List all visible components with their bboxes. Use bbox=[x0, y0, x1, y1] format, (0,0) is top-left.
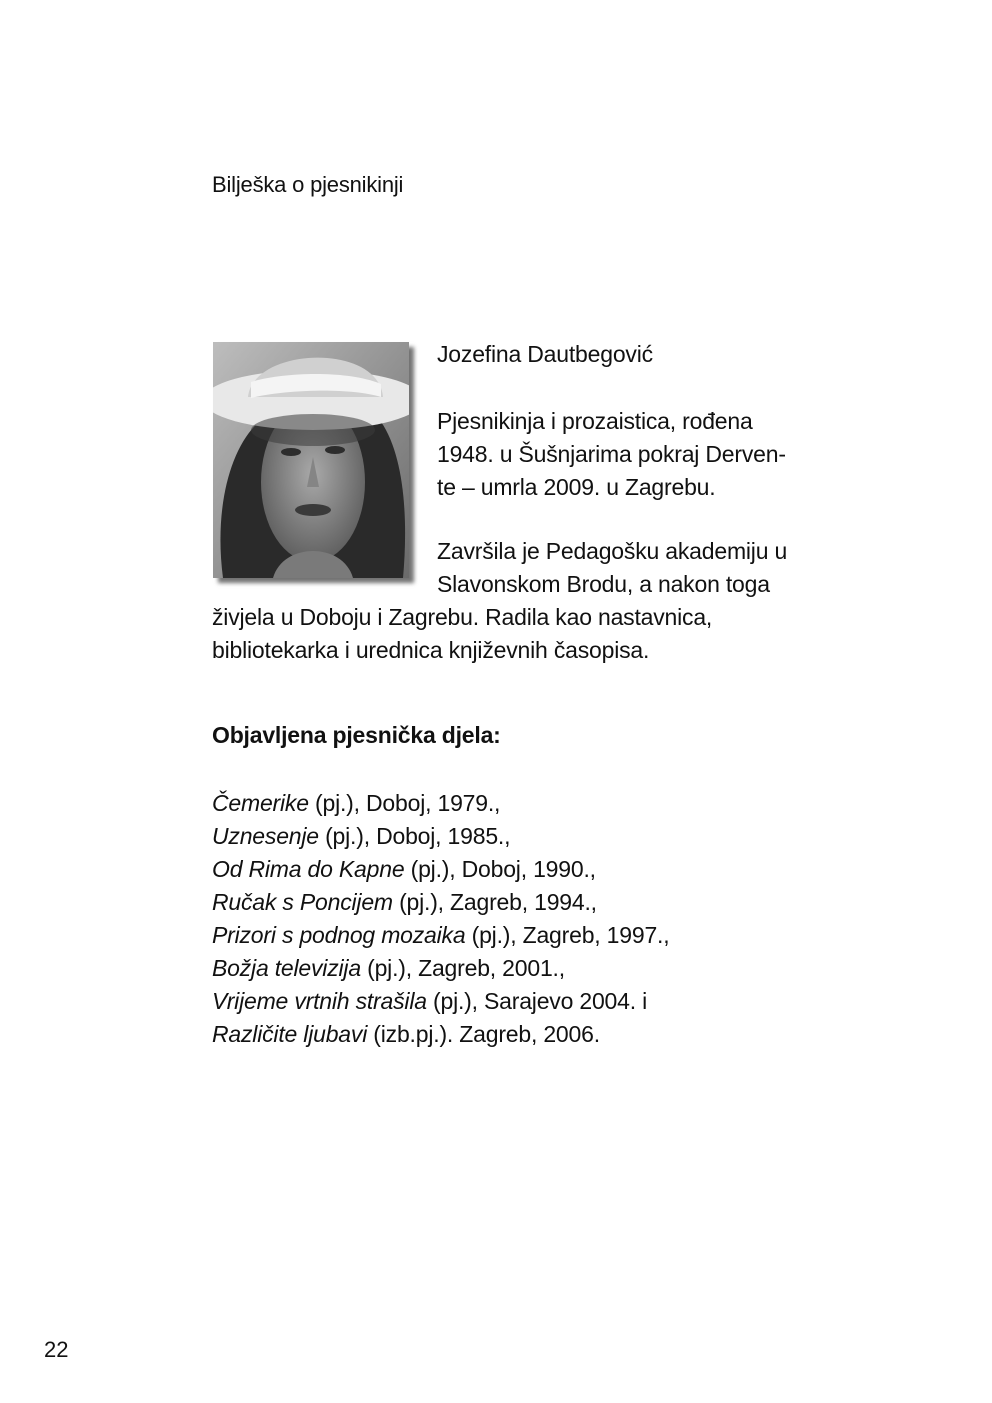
work-title: Od Rima do Kapne bbox=[212, 856, 405, 882]
list-item bbox=[212, 952, 669, 985]
page-number: 22 bbox=[44, 1337, 69, 1362]
bio-career bbox=[212, 535, 787, 667]
work-title: Prizori s podnog mozaika bbox=[212, 922, 466, 948]
page-heading: Bilješka o pjesnikinji bbox=[212, 172, 404, 197]
work-details: (pj.), Zagreb, 1994., bbox=[392, 889, 597, 915]
list-item bbox=[212, 820, 669, 853]
list-item bbox=[212, 853, 669, 886]
author-name: Jozefina Dautbegović bbox=[437, 341, 653, 367]
bio-career-line: živjela u Doboju i Zagrebu. Radila kao nastavnica, bbox=[212, 604, 713, 630]
work-title: Božja televizija bbox=[212, 955, 361, 981]
bio-intro-line: Pjesnikinja i prozaistica, rođena bbox=[437, 408, 753, 434]
work-title: Različite ljubavi bbox=[212, 1021, 368, 1047]
list-item bbox=[212, 919, 669, 952]
work-details: (izb.pj.). Zagreb, 2006. bbox=[367, 1021, 600, 1047]
work-title: Vrijeme vrtnih strašila bbox=[212, 988, 427, 1014]
list-item bbox=[212, 1018, 669, 1051]
work-title: Ručak s Poncijem bbox=[212, 889, 393, 915]
works-heading: Objavljena pjesnička djela: bbox=[212, 722, 501, 748]
work-details: (pj.), Doboj, 1990., bbox=[404, 856, 596, 882]
list-item bbox=[212, 886, 669, 919]
work-details: (pj.), Sarajevo 2004. i bbox=[426, 988, 648, 1014]
work-title: Čemerike bbox=[212, 790, 309, 816]
bio-intro-line: te – umrla 2009. u Zagrebu. bbox=[437, 474, 716, 500]
work-details: (pj.), Doboj, 1985., bbox=[318, 823, 511, 849]
work-details: (pj.), Zagreb, 2001., bbox=[360, 955, 565, 981]
bio-intro-line: 1948. u Šušnjarima pokraj Derven- bbox=[437, 441, 786, 467]
work-title: Uznesenje bbox=[212, 823, 319, 849]
bio-career-line: Slavonskom Brodu, a nakon toga bbox=[437, 571, 770, 597]
list-item bbox=[212, 985, 669, 1018]
work-details: (pj.), Doboj, 1979., bbox=[308, 790, 501, 816]
list-item bbox=[212, 787, 669, 820]
works-list bbox=[212, 787, 669, 1051]
bio-intro bbox=[437, 405, 897, 504]
work-details: (pj.), Zagreb, 1997., bbox=[465, 922, 670, 948]
bio-career-line: Završila je Pedagošku akademiju u bbox=[437, 538, 788, 564]
bio-career-line: bibliotekarka i urednica književnih časopisa. bbox=[212, 637, 650, 663]
